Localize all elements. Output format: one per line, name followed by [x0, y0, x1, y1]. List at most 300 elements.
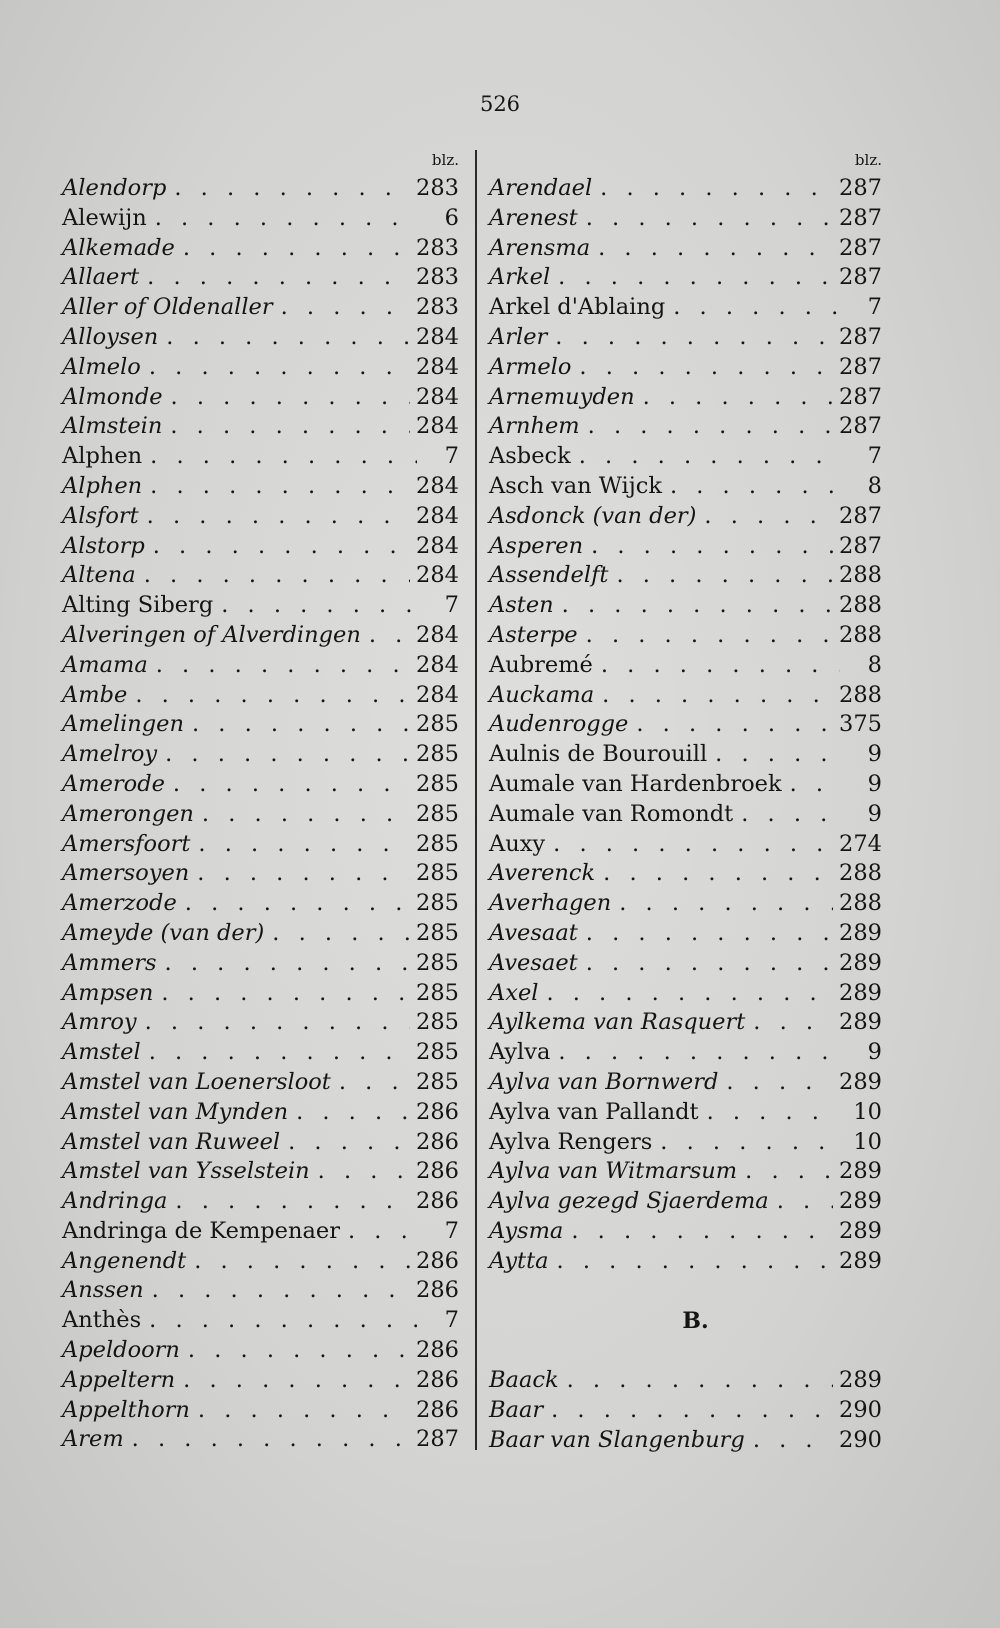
index-entry: [62, 979, 459, 1009]
leader-dots: [555, 323, 833, 353]
entry-name: Alphen: [62, 472, 143, 499]
entry-page: 285: [416, 770, 459, 797]
index-column-right: [489, 147, 882, 1456]
column-header: blz.: [854, 151, 882, 169]
entry-name: Ambe: [62, 681, 128, 708]
leader-dots: [571, 1217, 833, 1247]
leader-dots: [173, 770, 410, 800]
entry-name: Asdonck (van der): [489, 502, 697, 529]
entry-page: 7: [444, 1307, 459, 1334]
entry-page: 284: [416, 472, 459, 499]
entry-page: 285: [416, 890, 459, 917]
leader-dots: [557, 1247, 834, 1277]
entry-name: Anssen: [62, 1277, 144, 1304]
index-entry: [62, 1247, 459, 1277]
leader-dots: [745, 1157, 833, 1187]
index-entry: [489, 174, 882, 204]
entry-page: 290: [839, 1397, 882, 1424]
leader-dots: [150, 442, 417, 472]
index-entry: [489, 651, 882, 681]
entry-page: 287: [839, 323, 882, 350]
entry-name: Alveringen of Alverdingen: [62, 621, 361, 648]
index-entry: [489, 532, 882, 562]
index-entry: [62, 1068, 459, 1098]
index-entry: [62, 740, 459, 770]
entry-page: 284: [416, 323, 459, 350]
entry-page: 286: [416, 1128, 459, 1155]
leader-dots: [567, 1366, 833, 1396]
entry-name: Arkel: [489, 264, 551, 291]
leader-dots: [132, 1425, 410, 1455]
leader-dots: [660, 1128, 840, 1158]
entry-name: Angenendt: [62, 1247, 187, 1274]
leader-dots: [558, 1038, 840, 1068]
entry-page: 7: [444, 1217, 459, 1244]
index-entry: [489, 502, 882, 532]
entry-name: Baar: [489, 1397, 544, 1424]
leader-dots: [318, 1157, 410, 1187]
entry-name: Arenest: [489, 204, 578, 231]
entry-name: Asch van Wijck: [489, 472, 662, 499]
index-entry: [62, 770, 459, 800]
entry-name: Alkemade: [62, 234, 175, 261]
entry-name: Apeldoorn: [62, 1337, 180, 1364]
leader-dots: [156, 651, 410, 681]
leader-dots: [339, 1068, 410, 1098]
index-entry: [62, 830, 459, 860]
entry-name: Ameyde (van der): [62, 919, 265, 946]
index-entry: [62, 234, 459, 264]
leader-dots: [149, 353, 410, 383]
index-entry: [62, 293, 459, 323]
entry-page: 274: [839, 830, 882, 857]
leader-dots: [202, 800, 410, 830]
leader-dots: [551, 1396, 833, 1426]
entry-name: Alendorp: [62, 175, 167, 201]
leader-dots: [602, 681, 833, 711]
entry-name: Aylva gezegd Sjaerdema: [489, 1188, 769, 1215]
entry-name: Auxy: [489, 830, 546, 857]
entry-name: Axel: [489, 979, 539, 1006]
leader-dots: [753, 1426, 833, 1456]
leader-dots: [170, 412, 410, 442]
entry-name: Alloysen: [62, 323, 159, 350]
entry-page: 286: [416, 1337, 459, 1364]
leader-dots: [171, 383, 411, 413]
entry-name: Ammers: [62, 949, 157, 976]
index-entry: [489, 1217, 882, 1247]
entry-name: Aylva van Witmarsum: [489, 1158, 738, 1185]
index-column-left: [62, 147, 459, 1455]
entry-page: 289: [839, 1367, 882, 1394]
leader-dots: [165, 949, 411, 979]
leader-dots: [152, 1276, 410, 1306]
entry-page: 283: [416, 264, 459, 291]
index-entry: [489, 472, 882, 502]
leader-dots: [601, 651, 840, 681]
entry-name: Ampsen: [62, 979, 154, 1006]
entry-page: 10: [853, 1128, 882, 1155]
leader-dots: [153, 532, 410, 562]
leader-dots: [598, 234, 833, 264]
index-entry: [62, 1217, 459, 1247]
leader-dots: [183, 234, 410, 264]
entry-name: Averenck: [489, 860, 596, 887]
entry-page: 9: [867, 1039, 882, 1066]
entry-name: Baar van Slangenburg: [489, 1427, 745, 1454]
index-entry: [62, 1336, 459, 1366]
index-entry: [62, 502, 459, 532]
entry-page: 287: [839, 383, 882, 410]
entry-name: Alewijn: [62, 204, 147, 231]
entry-name: Alphen: [62, 443, 143, 470]
entry-page: 9: [867, 770, 882, 797]
entry-page: 9: [867, 741, 882, 768]
index-entry: [62, 323, 459, 353]
index-entry: [489, 621, 882, 651]
leader-dots: [183, 1366, 410, 1396]
index-entry: [489, 740, 882, 770]
entry-page: 287: [839, 353, 882, 380]
entry-name: Amstel: [62, 1039, 141, 1066]
entry-page: 288: [839, 681, 882, 708]
entry-page: 289: [839, 1009, 882, 1036]
entry-name: Amstel van Loenersloot: [62, 1068, 331, 1095]
index-entry: [489, 412, 882, 442]
entry-name: Avesaet: [489, 949, 578, 976]
index-entry: [62, 263, 459, 293]
entry-page: 9: [867, 800, 882, 827]
index-entry: [489, 591, 882, 621]
index-entry: [62, 1276, 459, 1306]
entry-name: Aysma: [489, 1217, 564, 1244]
entry-name: Aylva Rengers: [489, 1128, 653, 1155]
index-entry: [489, 1366, 882, 1396]
entry-name: Aytta: [489, 1247, 549, 1274]
index-entry: [62, 1157, 459, 1187]
entry-name: Andringa: [62, 1188, 168, 1215]
leader-dots: [135, 681, 410, 711]
entry-page: 287: [839, 264, 882, 291]
leader-dots: [192, 710, 410, 740]
index-entry: [489, 234, 882, 264]
entry-page: 285: [416, 1039, 459, 1066]
leader-dots: [144, 561, 410, 591]
leader-dots: [553, 830, 833, 860]
index-entry: [489, 1008, 882, 1038]
entry-name: Amerzode: [62, 890, 177, 917]
index-entry: [489, 830, 882, 860]
page-number: 526: [479, 92, 521, 116]
entry-name: Aylva van Pallandt: [489, 1098, 699, 1125]
index-entry: [62, 800, 459, 830]
entry-page: 287: [839, 175, 882, 201]
index-entry: [489, 949, 882, 979]
index-entry: [489, 263, 882, 293]
index-entry: [62, 1366, 459, 1396]
leader-dots: [188, 1336, 410, 1366]
index-list-right-b: [489, 1366, 882, 1455]
entry-name: Asterpe: [489, 621, 578, 648]
entry-page: 286: [416, 1277, 459, 1304]
leader-dots: [194, 1247, 410, 1277]
entry-page: 283: [416, 234, 459, 261]
entry-page: 284: [416, 532, 459, 559]
entry-page: 288: [839, 562, 882, 589]
leader-dots: [726, 1068, 833, 1098]
entry-page: 284: [416, 621, 459, 648]
entry-name: Alting Siberg: [62, 592, 214, 619]
entry-name: Aumale van Romondt: [489, 800, 734, 827]
index-entry: [62, 710, 459, 740]
entry-name: Amersfoort: [62, 830, 191, 857]
entry-page: 10: [853, 1098, 882, 1125]
index-entry: [489, 561, 882, 591]
entry-page: 285: [416, 919, 459, 946]
entry-name: Almstein: [62, 413, 163, 440]
entry-name: Arnemuyden: [489, 383, 635, 410]
index-entry: [62, 949, 459, 979]
index-entry: [62, 621, 459, 651]
entry-page: 289: [839, 1217, 882, 1244]
entry-page: 286: [416, 1098, 459, 1125]
entry-page: 287: [839, 532, 882, 559]
index-entry: [62, 1038, 459, 1068]
leader-dots: [619, 889, 833, 919]
entry-page: 285: [416, 800, 459, 827]
index-entry: [489, 889, 882, 919]
entry-name: Amersoyen: [62, 860, 190, 887]
entry-name: Amstel van Ruweel: [62, 1128, 281, 1155]
leader-dots: [165, 740, 410, 770]
entry-page: 284: [416, 651, 459, 678]
entry-page: 284: [416, 383, 459, 410]
entry-name: Asperen: [489, 532, 584, 559]
leader-dots: [149, 1306, 417, 1336]
leader-dots: [369, 621, 410, 651]
entry-name: Auckama: [489, 681, 595, 708]
entry-name: Amstel van Mynden: [62, 1098, 289, 1125]
leader-dots: [150, 472, 410, 502]
entry-name: Aulnis de Bourouill: [489, 741, 708, 768]
entry-page: 285: [416, 711, 459, 738]
index-entry: [489, 293, 882, 323]
entry-name: Amerongen: [62, 800, 194, 827]
entry-name: Arem: [62, 1426, 124, 1453]
entry-page: 286: [416, 1396, 459, 1423]
entry-page: 287: [416, 1426, 459, 1453]
entry-page: 7: [867, 443, 882, 470]
entry-page: 287: [839, 502, 882, 529]
index-entry: [489, 681, 882, 711]
leader-dots: [600, 174, 833, 204]
section-heading-b: B.: [682, 1308, 709, 1335]
entry-page: 289: [839, 919, 882, 946]
entry-page: 8: [867, 651, 882, 678]
entry-page: 7: [867, 294, 882, 321]
entry-name: Aylva van Bornwerd: [489, 1068, 719, 1095]
entry-page: 375: [839, 711, 882, 738]
entry-page: 287: [839, 413, 882, 440]
leader-dots: [272, 919, 410, 949]
index-entry: [62, 1187, 459, 1217]
entry-name: Arensma: [489, 234, 591, 261]
leader-dots: [704, 502, 833, 532]
index-entry: [62, 889, 459, 919]
leader-dots: [579, 353, 833, 383]
entry-name: Armelo: [489, 353, 572, 380]
entry-name: Anthès: [62, 1307, 142, 1334]
index-entry: [489, 1426, 882, 1456]
entry-name: Appeltern: [62, 1366, 176, 1393]
index-entry: [62, 353, 459, 383]
leader-dots: [174, 174, 410, 204]
column-header: blz.: [431, 151, 459, 169]
entry-page: 285: [416, 830, 459, 857]
leader-dots: [147, 502, 410, 532]
index-entry: [62, 1098, 459, 1128]
leader-dots: [586, 621, 833, 651]
index-entry: [62, 442, 459, 472]
leader-dots: [197, 859, 410, 889]
entry-name: Arnhem: [489, 413, 580, 440]
leader-dots: [588, 412, 833, 442]
entry-page: 287: [839, 234, 882, 261]
entry-name: Aumale van Hardenbroek: [489, 770, 782, 797]
leader-dots: [166, 323, 410, 353]
index-entry: [62, 591, 459, 621]
leader-dots: [161, 979, 410, 1009]
leader-dots: [149, 1038, 410, 1068]
leader-dots: [155, 204, 417, 234]
entry-page: 286: [416, 1247, 459, 1274]
entry-page: 7: [444, 443, 459, 470]
leader-dots: [777, 1187, 833, 1217]
entry-name: Aubremé: [489, 651, 593, 678]
entry-name: Andringa de Kempenaer: [62, 1217, 340, 1244]
leader-dots: [288, 1128, 410, 1158]
leader-dots: [175, 1187, 410, 1217]
entry-name: Aylva: [489, 1039, 551, 1066]
entry-name: Almelo: [62, 353, 141, 380]
leader-dots: [562, 591, 833, 621]
index-entry: [489, 770, 882, 800]
entry-name: Asten: [489, 592, 554, 619]
entry-page: 288: [839, 621, 882, 648]
entry-page: 289: [839, 1158, 882, 1185]
entry-page: 289: [839, 979, 882, 1006]
index-entry: [62, 1425, 459, 1455]
index-entry: [62, 204, 459, 234]
entry-page: 286: [416, 1158, 459, 1185]
index-entry: [489, 979, 882, 1009]
index-entry: [489, 800, 882, 830]
leader-dots: [707, 1098, 840, 1128]
leader-dots: [281, 293, 410, 323]
leader-dots: [198, 830, 410, 860]
leader-dots: [741, 800, 840, 830]
entry-name: Amelingen: [62, 711, 184, 738]
leader-dots: [586, 919, 833, 949]
entry-page: 285: [416, 1009, 459, 1036]
entry-page: 286: [416, 1366, 459, 1393]
leader-dots: [670, 472, 840, 502]
index-entry: [489, 1396, 882, 1426]
entry-name: Aller of Oldenaller: [62, 294, 273, 321]
leader-dots: [603, 859, 833, 889]
leader-dots: [221, 591, 417, 621]
entry-name: Alstorp: [62, 532, 145, 559]
entry-name: Asbeck: [489, 443, 571, 470]
index-entry: [489, 1098, 882, 1128]
index-entry: [62, 651, 459, 681]
leader-dots: [616, 561, 833, 591]
entry-name: Arendael: [489, 175, 593, 201]
entry-name: Allaert: [62, 264, 140, 291]
entry-name: Almonde: [62, 383, 163, 410]
leader-dots: [147, 263, 410, 293]
leader-dots: [348, 1217, 417, 1247]
leader-dots: [579, 442, 840, 472]
index-entry: [62, 412, 459, 442]
index-entry: [62, 174, 459, 204]
index-entry: [62, 1008, 459, 1038]
index-list-left: [62, 174, 459, 1455]
index-entry: [62, 681, 459, 711]
entry-page: 8: [867, 472, 882, 499]
leader-dots: [586, 204, 833, 234]
leader-dots: [790, 770, 840, 800]
leader-dots: [636, 710, 833, 740]
entry-name: Altena: [62, 562, 136, 589]
entry-page: 284: [416, 562, 459, 589]
index-entry: [489, 204, 882, 234]
leader-dots: [546, 979, 833, 1009]
entry-name: Amama: [62, 651, 148, 678]
entry-name: Alsfort: [62, 502, 139, 529]
index-entry: [489, 1128, 882, 1158]
index-entry: [489, 442, 882, 472]
entry-name: Appelthorn: [62, 1396, 190, 1423]
index-list-right: [489, 174, 882, 1276]
entry-page: 284: [416, 502, 459, 529]
index-entry: [489, 1157, 882, 1187]
entry-page: 289: [839, 949, 882, 976]
entry-page: 289: [839, 1188, 882, 1215]
index-entry: [489, 1247, 882, 1277]
leader-dots: [296, 1098, 410, 1128]
index-entry: [62, 561, 459, 591]
leader-dots: [145, 1008, 410, 1038]
entry-page: 288: [839, 890, 882, 917]
entry-page: 285: [416, 979, 459, 1006]
entry-name: Amstel van Ysselstein: [62, 1158, 310, 1185]
entry-name: Averhagen: [489, 890, 612, 917]
entry-name: Assendelft: [489, 562, 609, 589]
entry-name: Baack: [489, 1367, 559, 1394]
index-entry: [62, 859, 459, 889]
entry-page: 285: [416, 741, 459, 768]
leader-dots: [643, 383, 833, 413]
entry-page: 285: [416, 949, 459, 976]
entry-page: 284: [416, 681, 459, 708]
entry-page: 284: [416, 413, 459, 440]
entry-page: 284: [416, 353, 459, 380]
entry-name: Avesaat: [489, 919, 578, 946]
entry-page: 290: [839, 1427, 882, 1454]
entry-page: 288: [839, 592, 882, 619]
entry-page: 285: [416, 1068, 459, 1095]
